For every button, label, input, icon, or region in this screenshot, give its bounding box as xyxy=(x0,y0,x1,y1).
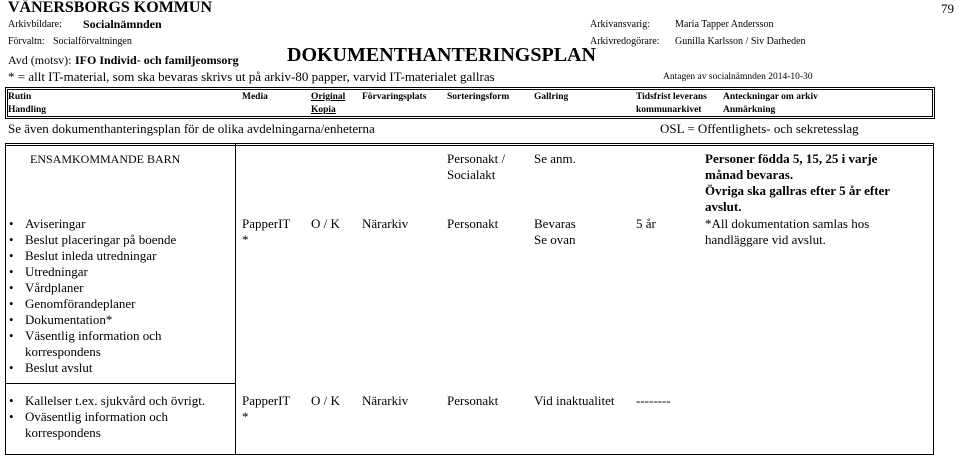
list-item: • Beslut placeringar på boende xyxy=(8,232,176,248)
row1-gallring-line2: Se ovan xyxy=(534,232,576,247)
sort-header-line1: Personakt / xyxy=(447,151,506,166)
column-header-original: Original xyxy=(311,92,346,102)
column-header-handling: Handling xyxy=(8,105,47,115)
row2-document-list xyxy=(8,393,205,425)
document-title: DOKUMENTHANTERINGSPLAN xyxy=(287,44,596,66)
retention-note-line3: Övriga ska gallras efter 5 år efter xyxy=(705,183,891,198)
row2-gallring: Vid inaktualitet xyxy=(534,393,615,408)
list-item: • Väsentlig information och xyxy=(8,328,176,344)
row-divider xyxy=(5,383,235,384)
list-item: • Beslut avslut xyxy=(8,360,93,376)
table-top-border-inner xyxy=(5,145,933,146)
column-header-sorteringsform: Sorteringsform xyxy=(447,92,510,102)
arkivansvarig-label: Arkivansvarig: xyxy=(590,19,650,30)
sort-header-line2: Socialakt xyxy=(447,167,496,182)
page-number: 79 xyxy=(941,1,954,16)
row2-tidsfrist: -------- xyxy=(636,393,671,408)
osl-note: OSL = Offentlighets- och sekretesslag xyxy=(660,121,859,136)
row1-document-list xyxy=(8,216,176,344)
column-header-anteckningar: Anteckningar om arkiv xyxy=(723,92,818,102)
table-top-border xyxy=(5,143,933,144)
list-item: • Dokumentation* xyxy=(8,312,176,328)
column-header-media: Media xyxy=(242,92,268,102)
see-also-note: Se även dokumenthanteringsplan för de olika avdelningarna/enheterna xyxy=(8,121,375,136)
forvaltning-value: Socialförvaltningen xyxy=(53,36,132,47)
adoption-date: Antagen av socialnämnden 2014-10-30 xyxy=(663,72,813,82)
retention-note-line2: månad bevaras. xyxy=(705,167,794,182)
forvaltning-label: Förvaltn: xyxy=(8,36,45,47)
column-header-forvaringsplats: Förvaringsplats xyxy=(362,92,427,102)
table-left-border xyxy=(5,143,6,455)
column-header-anmarkning: Anmärkning xyxy=(723,105,776,115)
retention-note-line1: Personer födda 5, 15, 25 i varje xyxy=(705,151,878,166)
arkivansvarig-value: Maria Tapper Andersson xyxy=(675,19,774,30)
handling-column-divider xyxy=(235,143,236,455)
list-item: • Kallelser t.ex. sjukvård och övrigt. xyxy=(8,393,205,409)
column-header-kommunarkivet: kommunarkivet xyxy=(636,105,702,115)
row1-media-line1: PapperIT xyxy=(242,216,291,231)
row1-forvaringsplats: Närarkiv xyxy=(362,216,409,231)
column-header-tidsfrist: Tidsfrist leverans xyxy=(636,92,707,102)
arkivbildare-value: Socialnämnden xyxy=(83,17,162,31)
arkivredogorare-label: Arkivredogörare: xyxy=(590,36,660,47)
list-item: • Beslut inleda utredningar xyxy=(8,248,176,264)
municipality-name: VÄNERSBORGS KOMMUN xyxy=(8,0,213,16)
row2-forvaringsplats: Närarkiv xyxy=(362,393,409,408)
list-item: • Genomförandeplaner xyxy=(8,296,176,312)
row1-anmarkning-line2: handläggare vid avslut. xyxy=(705,232,826,247)
column-header-kopia: Kopia xyxy=(311,105,336,115)
column-header-gallring: Gallring xyxy=(534,92,569,102)
row2-media-line2: * xyxy=(242,409,249,424)
list-item: • Vårdplaner xyxy=(8,280,176,296)
row1-media-line2: * xyxy=(242,232,249,247)
avdelning-value: IFO Individ- och familjeomsorg xyxy=(75,53,239,67)
list-item-continuation: korrespondens xyxy=(25,425,101,440)
section-title: ENSAMKOMMANDE BARN xyxy=(30,152,181,166)
list-item: • Utredningar xyxy=(8,264,176,280)
row2-sorteringsform: Personakt xyxy=(447,393,499,408)
list-item: • Oväsentlig information och xyxy=(8,409,205,425)
arkivredogorare-value: Gunilla Karlsson / Siv Darheden xyxy=(675,36,806,47)
it-material-note: * = allt IT-material, som ska bevaras skrivs ut på arkiv-80 papper, varvid IT-materialet gallras xyxy=(8,69,495,84)
table-bottom-border xyxy=(5,454,933,455)
row1-gallring-line1: Bevaras xyxy=(534,216,576,231)
list-item: • Aviseringar xyxy=(8,216,176,232)
row1-document-list-end xyxy=(8,360,93,376)
list-item-continuation: korrespondens xyxy=(25,344,101,359)
row1-tidsfrist: 5 år xyxy=(636,216,656,231)
gallring-header: Se anm. xyxy=(534,151,576,166)
column-header-rutin: Rutin xyxy=(8,92,32,102)
arkivbildare-label: Arkivbildare: xyxy=(8,19,62,30)
avdelning-label: Avd (motsv): xyxy=(8,53,72,67)
row1-original-kopia: O / K xyxy=(311,216,340,231)
table-right-border xyxy=(933,143,934,455)
row2-media-line1: PapperIT xyxy=(242,393,291,408)
row1-anmarkning-line1: *All dokumentation samlas hos xyxy=(705,216,870,231)
retention-note-line4: avslut. xyxy=(705,199,742,214)
row1-sorteringsform: Personakt xyxy=(447,216,499,231)
row2-original-kopia: O / K xyxy=(311,393,340,408)
